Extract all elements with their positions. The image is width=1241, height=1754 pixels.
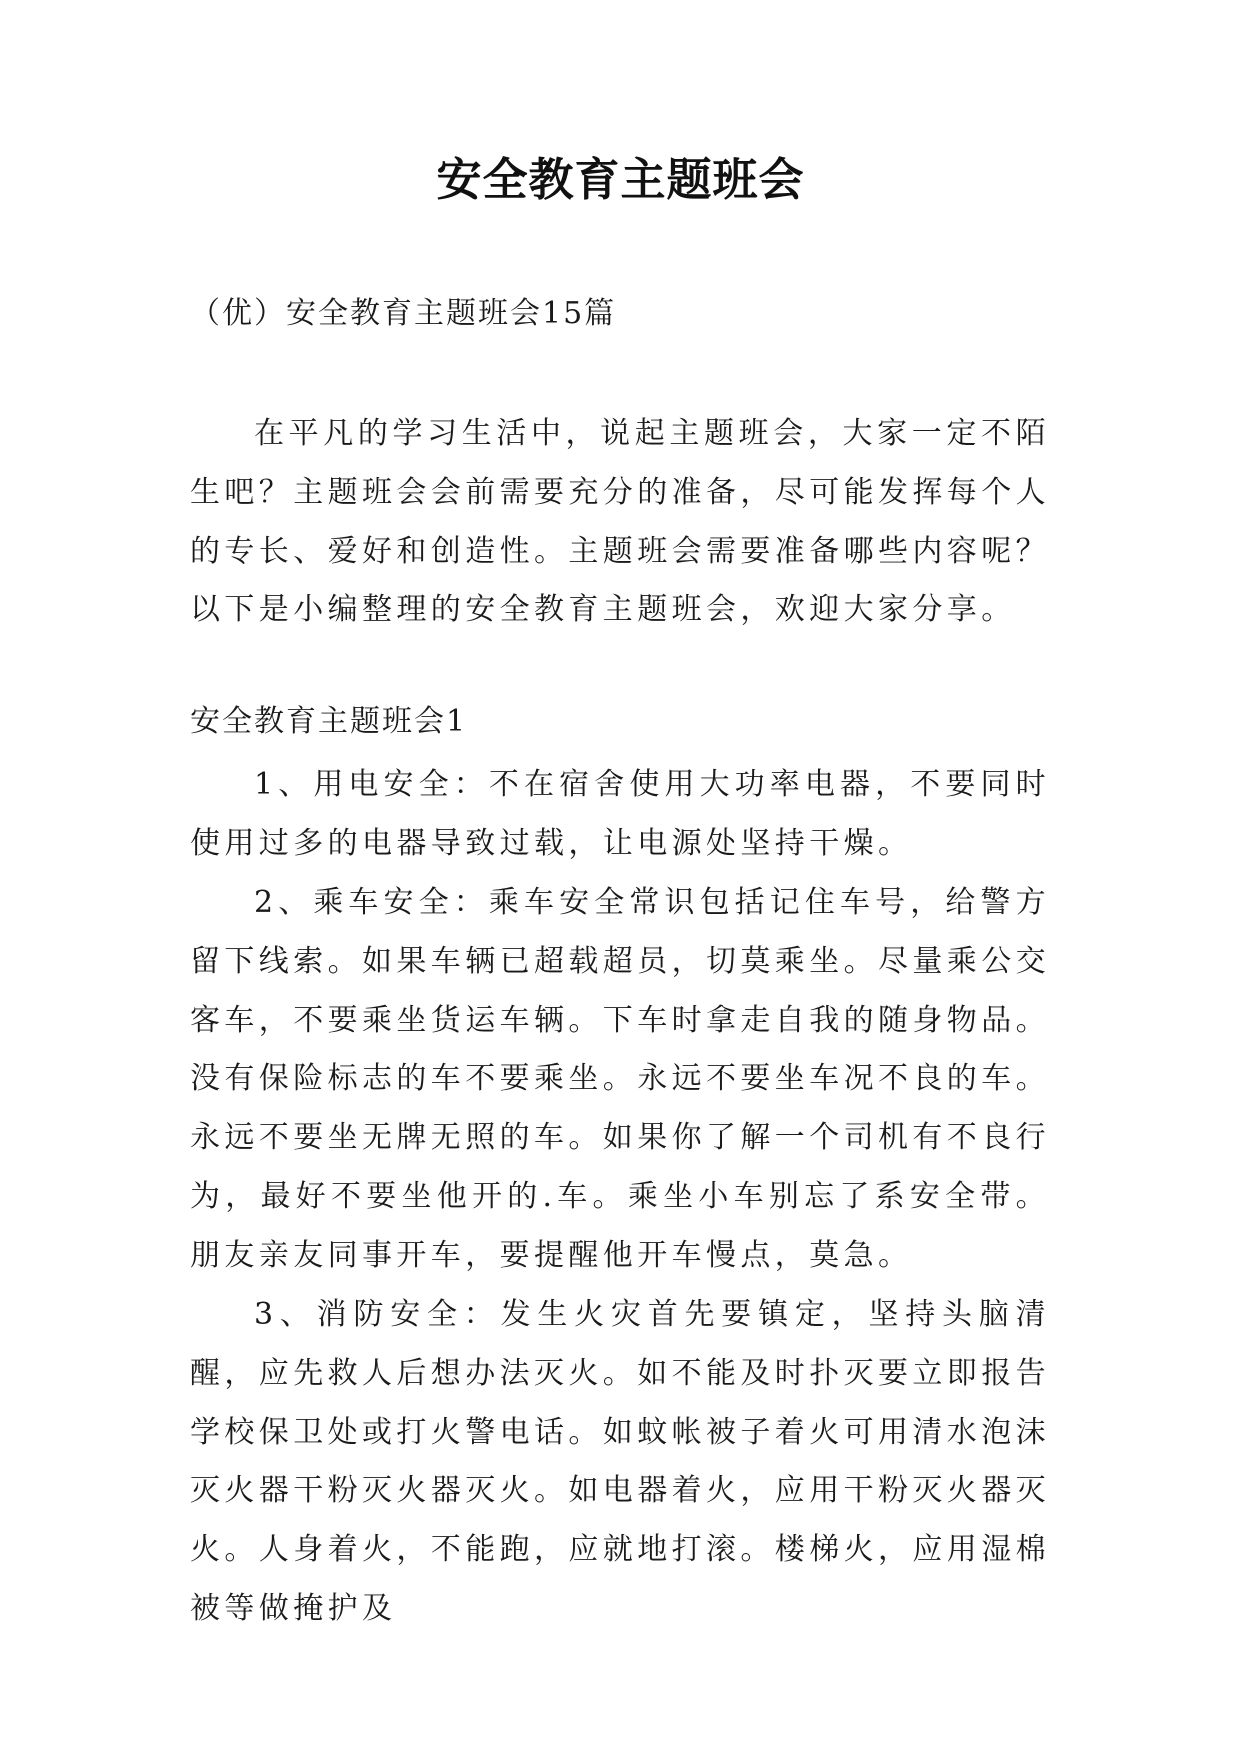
intro-paragraph: 在平凡的学习生活中，说起主题班会，大家一定不陌生吧？主题班会会前需要充分的准备，尽可能发挥每个人的专长、爱好和创造性。主题班会需要准备哪些内容呢？以下是小编整理的安全教育主题班会，欢迎大家分享。: [190, 416, 1050, 628]
safety-item-vehicle: 2、乘车安全：乘车安全常识包括记住车号，给警方留下线索。如果车辆已超载超员，切莫乘坐。尽量乘公交客车，不要乘坐货运车辆。下车时拿走自我的随身物品。没有保险标志的车不要乘坐。永远不要坐车况不良的车。永远不要坐无牌无照的车。如果你了解一个司机有不良行为，最好不要坐他开的.车。乘坐小车别忘了系安全带。朋友亲友同事开车，要提醒他开车慢点，莫急。: [190, 885, 1050, 1273]
document-subtitle: （优）安全教育主题班会15篇: [190, 296, 617, 331]
document-title: 安全教育主题班会: [436, 153, 805, 206]
safety-item-electricity: 1、用电安全：不在宿舍使用大功率电器，不要同时使用过多的电器导致过载，让电源处坚持干燥。: [190, 767, 1050, 861]
section-heading: 安全教育主题班会1: [190, 704, 468, 739]
safety-item-fire: 3、消防安全：发生火灾首先要镇定，坚持头脑清醒，应先救人后想办法灭火。如不能及时扑灭要立即报告学校保卫处或打火警电话。如蚊帐被子着火可用清水泡沫灭火器干粉灭火器灭火。如电器着火，应用干粉灭火器灭火。人身着火，不能跑，应就地打滚。楼梯火，应用湿棉被等做掩护及: [190, 1297, 1050, 1626]
